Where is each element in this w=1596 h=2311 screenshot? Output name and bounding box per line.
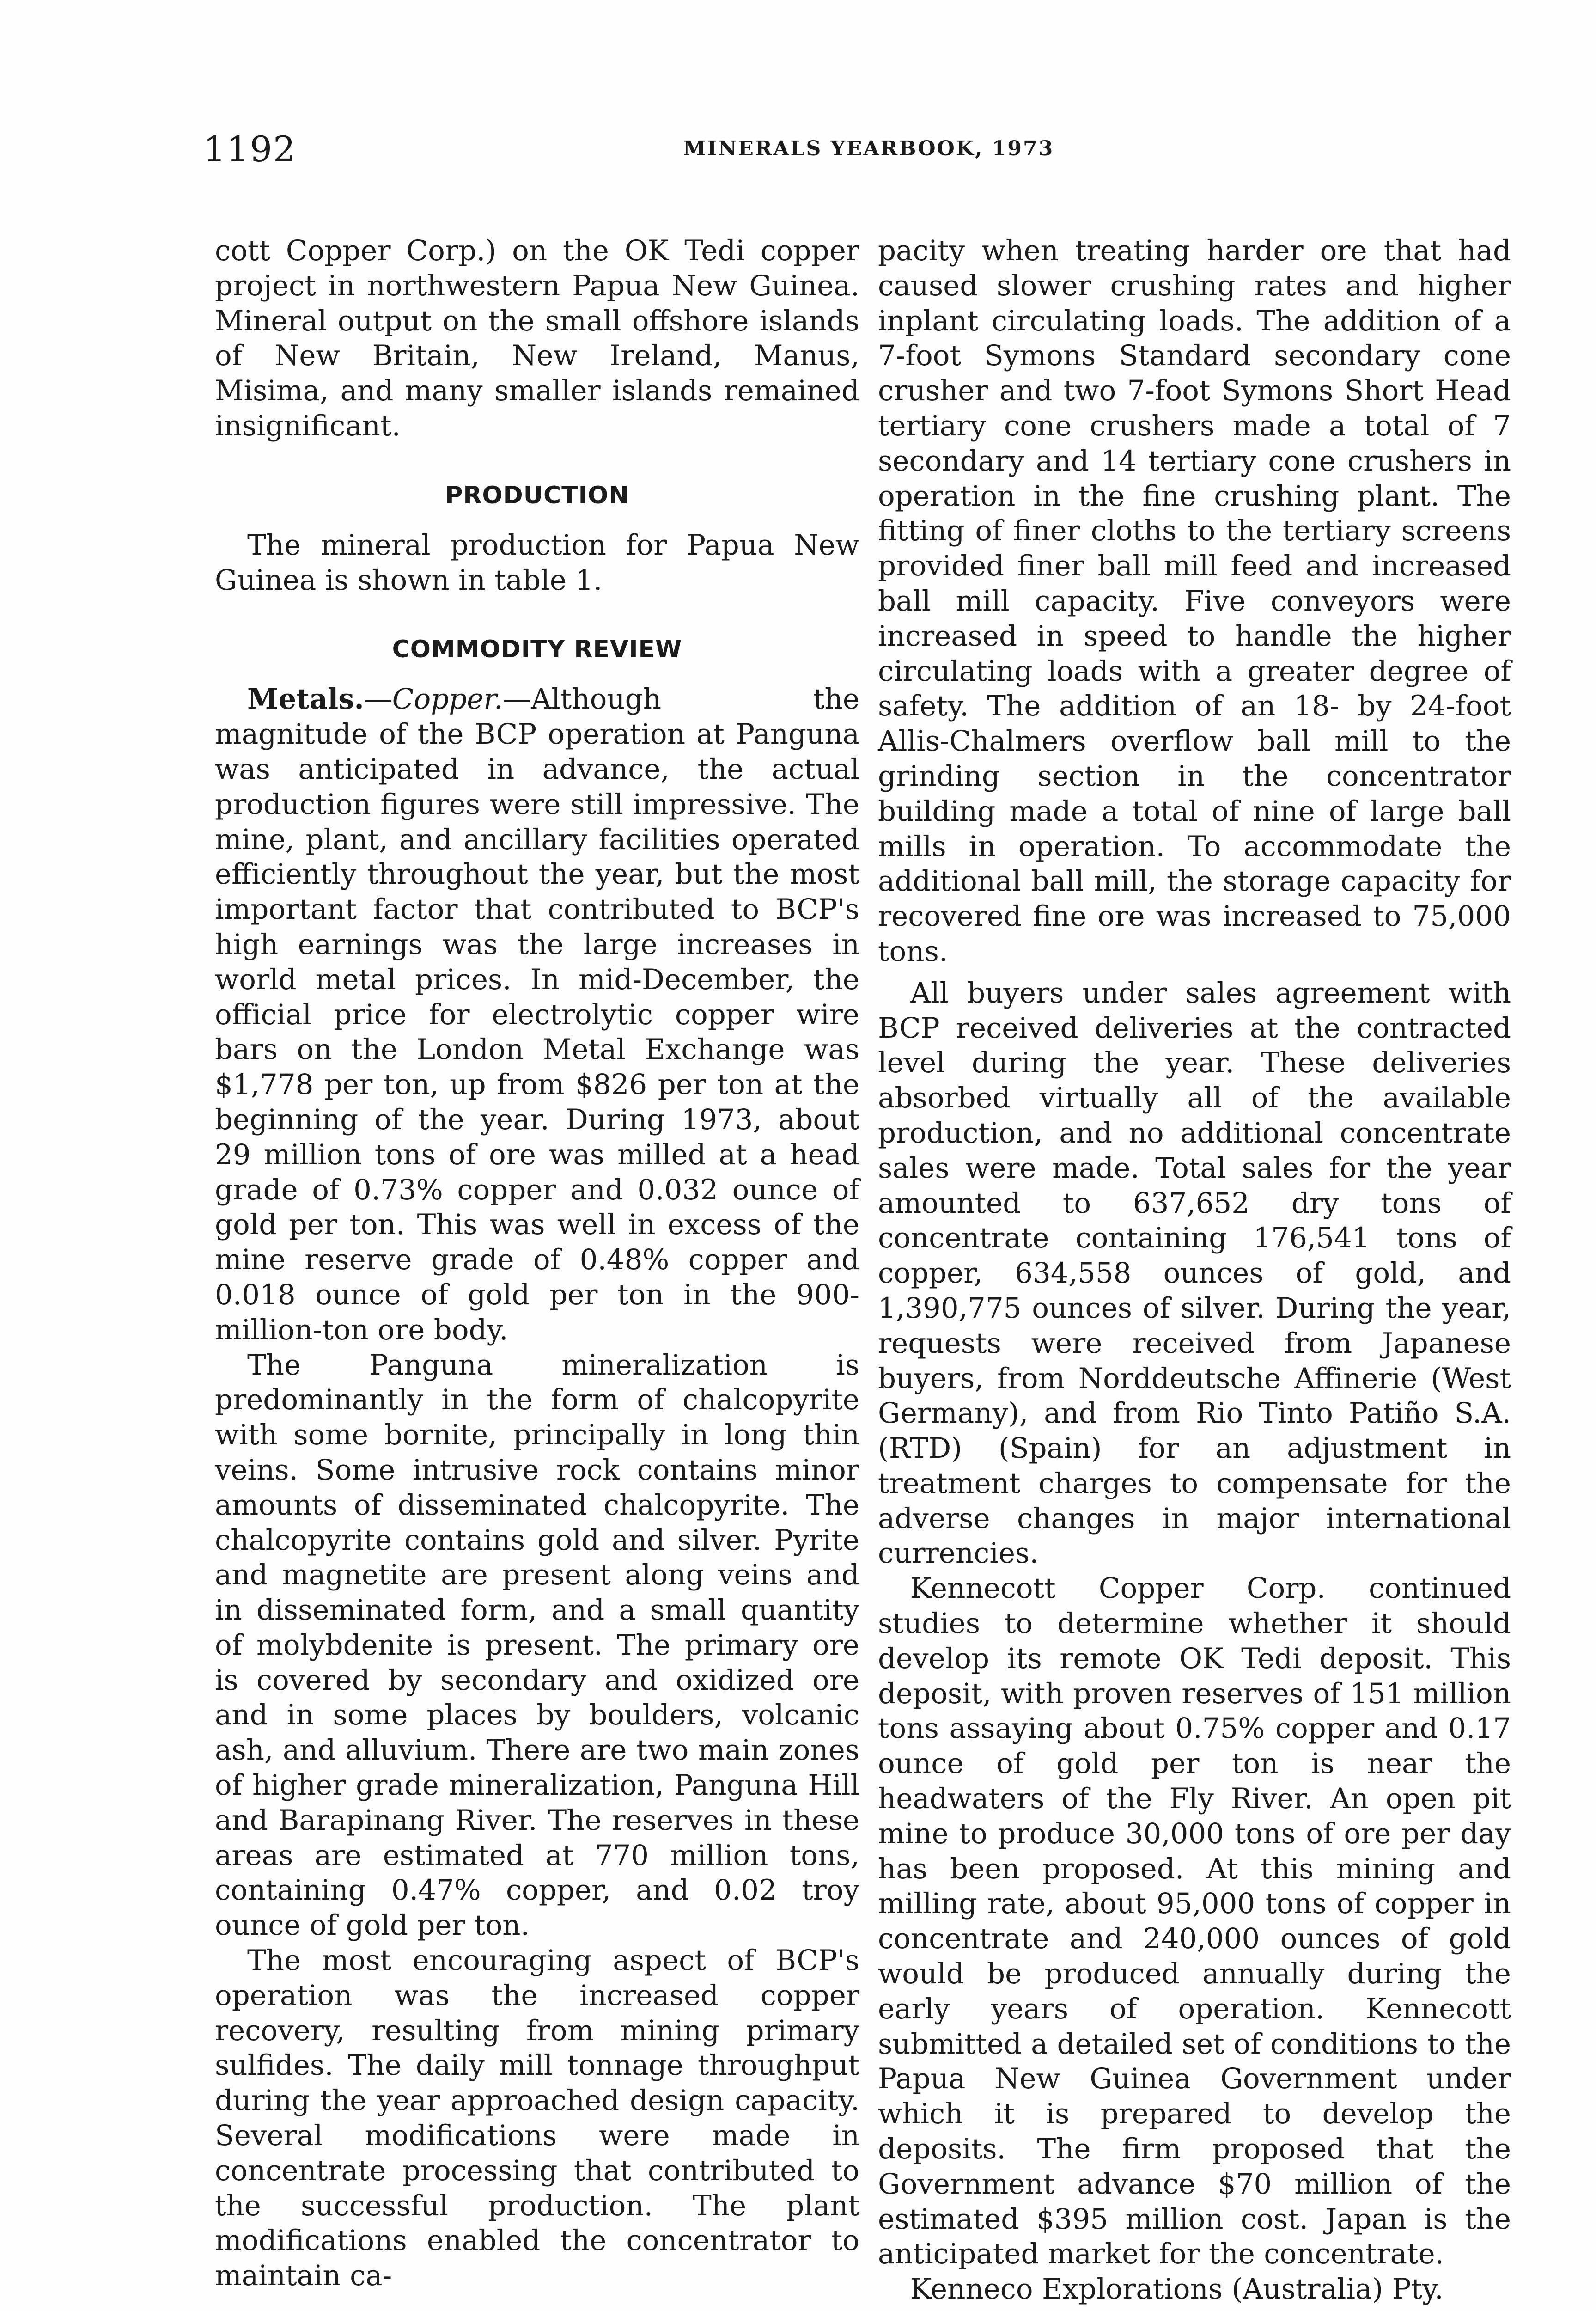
right-column (878, 233, 1511, 2307)
em-dash: — (364, 683, 392, 716)
paragraph: pacity when treating harder ore that had caused slower crushing rates and higher inplant circulating loads. The addition of a 7-foot Symons Standard secondary cone crusher and two 7-foot Symons Short Head tertiary cone crushers made a total of 7 secondary and 14 tertiary cone crushers in operation in the fine crushing plant. The fitting of finer cloths to the tertiary screens provided finer ball mill feed and increased ball mill capacity. Five conveyors were increased in speed to handle the higher circulating loads with a greater degree of safety. The addition of an 18- by 24-foot Allis-Chalmers overflow ball mill to the grinding section in the concentrator building made a total of nine of large ball mills in operation. To accommodate the additional ball mill, the storage capacity for recovered fine ore was increased to 75,000 tons. (878, 234, 1511, 968)
paragraph: Kennecott Copper Corp. continued studies to determine whether it should develop its remote OK Tedi deposit. This deposit, with proven reserves of 151 million tons assaying about 0.75% copper and 0.17 ounce of gold per ton is near the headwaters of the Fly River. An open pit mine to produce 30,000 tons of ore per day has been proposed. At this mining and milling rate, about 95,000 tons of copper in concentrate and 240,000 ounces of gold would be produced annually during the early years of operation. Kennecott submitted a detailed set of conditions to the Papua New Guinea Government under which it is prepared to develop the deposits. The firm proposed that the Government advance $70 million of the estimated $395 million cost. Japan is the anticipated market for the concentrate. (878, 1572, 1511, 2271)
paragraph: Kenneco Explorations (Australia) Pty. (910, 2273, 1444, 2306)
paragraph: The mineral production for Papua New Guinea is shown in table 1. (215, 528, 859, 597)
left-column (215, 233, 859, 2293)
page-number: 1192 (203, 128, 297, 170)
em-dash: — (503, 683, 531, 716)
running-head: MINERALS YEARBOOK, 1973 (683, 137, 1054, 160)
run-in-copper: Copper. (392, 683, 503, 716)
section-heading-commodity-review: COMMODITY REVIEW (392, 636, 682, 664)
paragraph-text: Although the magnitude of the BCP operation at Panguna was anticipated in advance, the actual production figures were still impressive. The mine, plant, and ancillary facilities operated efficiently throughout the year, but the most important factor that contributed to BCP's high earnings was the large increases in world metal prices. In mid-December, the official price for electrolytic copper wire bars on the London Metal Exchange was $1,778 per ton, up from $826 per ton at the beginning of the year. During 1973, about 29 million tons of ore was milled at a head grade of 0.73% copper and 0.032 ounce of gold per ton. This was well in excess of the mine reserve grade of 0.48% copper and 0.018 ounce of gold per ton in the 900-million-ton ore body. (215, 683, 859, 1346)
paragraph: The most encouraging aspect of BCP's operation was the increased copper recovery, resulting from mining primary sulfides. The daily mill tonnage throughput during the year approached design capacity. Several modifications were made in concentrate processing that contributed to the successful production. The plant modifications enabled the concentrator to maintain ca- (215, 1944, 859, 2293)
run-in-metals: Metals. (247, 683, 364, 716)
paragraph: cott Copper Corp.) on the OK Tedi copper project in northwestern Papua New Guinea. Mineral output on the small offshore islands of New Britain, New Ireland, Manus, Misima, and many smaller islands remained insignificant. (215, 234, 859, 442)
paragraph-metals-copper (215, 682, 859, 1347)
section-heading-production: PRODUCTION (445, 481, 629, 509)
paragraph: The Panguna mineralization is predominantly in the form of chalcopyrite with some bornite, principally in long thin veins. Some intrusive rock contains minor amounts of disseminated chalcopyrite. The chalcopyrite contains gold and silver. Pyrite and magnetite are present along veins and in disseminated form, and a small quantity of molybdenite is present. The primary ore is covered by secondary and oxidized ore and in some places by boulders, volcanic ash, and alluvium. There are two main zones of higher grade mineralization, Panguna Hill and Barapinang River. The reserves in these areas are estimated at 770 million tons, containing 0.47% copper, and 0.02 troy ounce of gold per ton. (215, 1348, 859, 1942)
paragraph: All buyers under sales agreement with BCP received deliveries at the contracted level during the year. These deliveries absorbed virtually all of the available production, and no additional concentrate sales were made. Total sales for the year amounted to 637,652 dry tons of concentrate containing 176,541 tons of copper, 634,558 ounces of gold, and 1,390,775 ounces of silver. During the year, requests were received from Japanese buyers, from Norddeutsche Affinerie (West Germany), and from Rio Tinto Patiño S.A. (RTD) (Spain) for an adjustment in treatment charges to compensate for the adverse changes in major international currencies. (878, 976, 1511, 1570)
